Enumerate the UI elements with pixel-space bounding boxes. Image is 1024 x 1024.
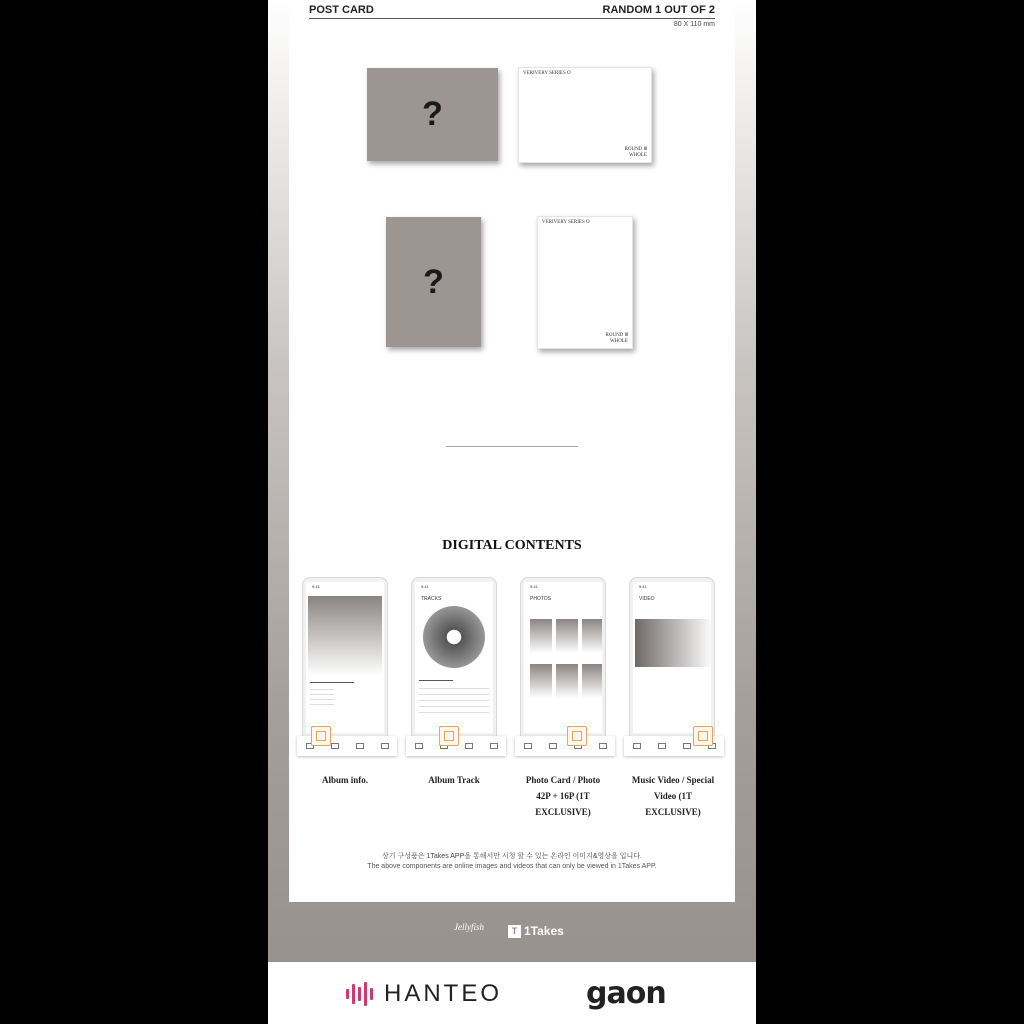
phone-album-track [411, 577, 497, 747]
postcard-title: POST CARD [309, 4, 374, 16]
hanteo-text: HANTEO [384, 980, 503, 1007]
postcard-back-landscape [367, 68, 498, 161]
postcard-series-text: VERIVERY SERIES O [542, 220, 590, 225]
caption-music-video: Music Video / Special Video (1T EXCLUSIVE) [631, 775, 715, 817]
random-label: RANDOM 1 OUT OF 2 [602, 4, 715, 16]
status-time: 9:41 [421, 584, 429, 589]
status-time: 9:41 [639, 584, 647, 589]
question-mark: ? [423, 262, 444, 301]
caption-album-info: Album info. [321, 775, 368, 785]
caption-album-track: Album Track [428, 775, 480, 785]
hanteo-bars-icon [346, 982, 376, 1006]
tracks-icon [439, 726, 459, 746]
gaon-logo: gaon [586, 976, 666, 1011]
postcard-round-text: ROUND Ⅲ WHOLE [605, 333, 628, 344]
caption-photo-card: Photo Card / Photo 42P + 16P (1T EXCLUSIVE) [525, 775, 601, 817]
section-divider [446, 446, 578, 447]
postcard-back-portrait [386, 217, 481, 347]
digital-contents-title: DIGITAL CONTENTS [442, 538, 582, 553]
app-nav-bar [515, 736, 615, 756]
album-cover [308, 596, 382, 676]
status-time: 9:41 [312, 584, 320, 589]
phone-video [629, 577, 715, 747]
screen-title: TRACKS [421, 596, 442, 602]
video-icon [693, 726, 713, 746]
postcard-round-text: ROUND Ⅲ WHOLE [624, 147, 647, 158]
screen-title: VIDEO [639, 596, 655, 602]
video-thumbnail [635, 619, 711, 667]
question-mark: ? [422, 95, 443, 133]
photos-icon [567, 726, 587, 746]
phone-photos [520, 577, 606, 747]
onetakes-mark: T [508, 925, 521, 938]
phone-album-info [302, 577, 388, 747]
postcard-series-text: VERIVERY SERIES O [523, 71, 571, 76]
cd-disc [423, 606, 485, 668]
onetakes-logo [508, 924, 564, 938]
postcard-front-portrait [537, 216, 633, 349]
postcard-front-landscape [518, 67, 652, 163]
status-time: 9:41 [530, 584, 538, 589]
album-icon [311, 726, 331, 746]
jellyfish-logo: Jellyfish [454, 922, 484, 932]
header-divider [309, 18, 715, 19]
note-english: The above components are online images and videos that can only be viewed in 1Takes APP. [367, 863, 657, 870]
hanteo-logo [346, 980, 502, 1008]
content-card [289, 0, 735, 902]
chart-logos-bar [268, 962, 756, 1024]
onetakes-text: 1Takes [524, 924, 564, 938]
postcard-size: 80 X 110 mm [673, 21, 715, 28]
screen-title: PHOTOS [530, 596, 552, 602]
note-korean: 상기 구성품은 1Takes APP을 통해서만 시청 할 수 있는 온라인 이미지&영상을 입니다. [382, 853, 642, 860]
